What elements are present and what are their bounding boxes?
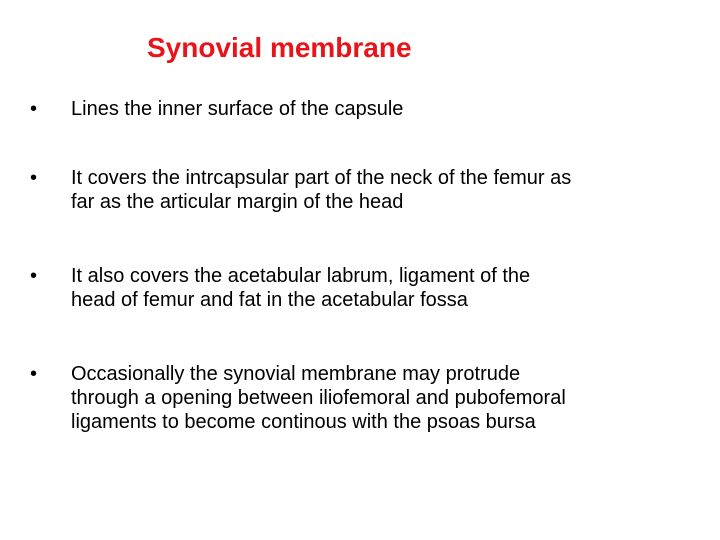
bullet-item <box>30 362 690 434</box>
bullet-dot-icon: • <box>30 167 38 189</box>
bullet-dot-icon: • <box>30 363 38 385</box>
bullet-text: It covers the intrcapsular part of the neck of the femur as far as the articular margin of the head <box>71 167 572 213</box>
bullet-item <box>30 166 690 214</box>
bullet-text: Occasionally the synovial membrane may protrude through a opening between iliofemoral and pubofemoral ligaments to become continous with the psoas bursa <box>71 363 566 433</box>
bullet-text: Lines the inner surface of the capsule <box>71 98 404 120</box>
bullet-dot-icon: • <box>30 265 38 287</box>
bullet-text: It also covers the acetabular labrum, ligament of the head of femur and fat in the acetabular fossa <box>71 265 531 311</box>
bullet-item <box>30 97 690 121</box>
bullet-dot-icon: • <box>30 98 38 120</box>
bullet-item <box>30 264 690 312</box>
slide-title: Synovial membrane <box>147 32 412 63</box>
